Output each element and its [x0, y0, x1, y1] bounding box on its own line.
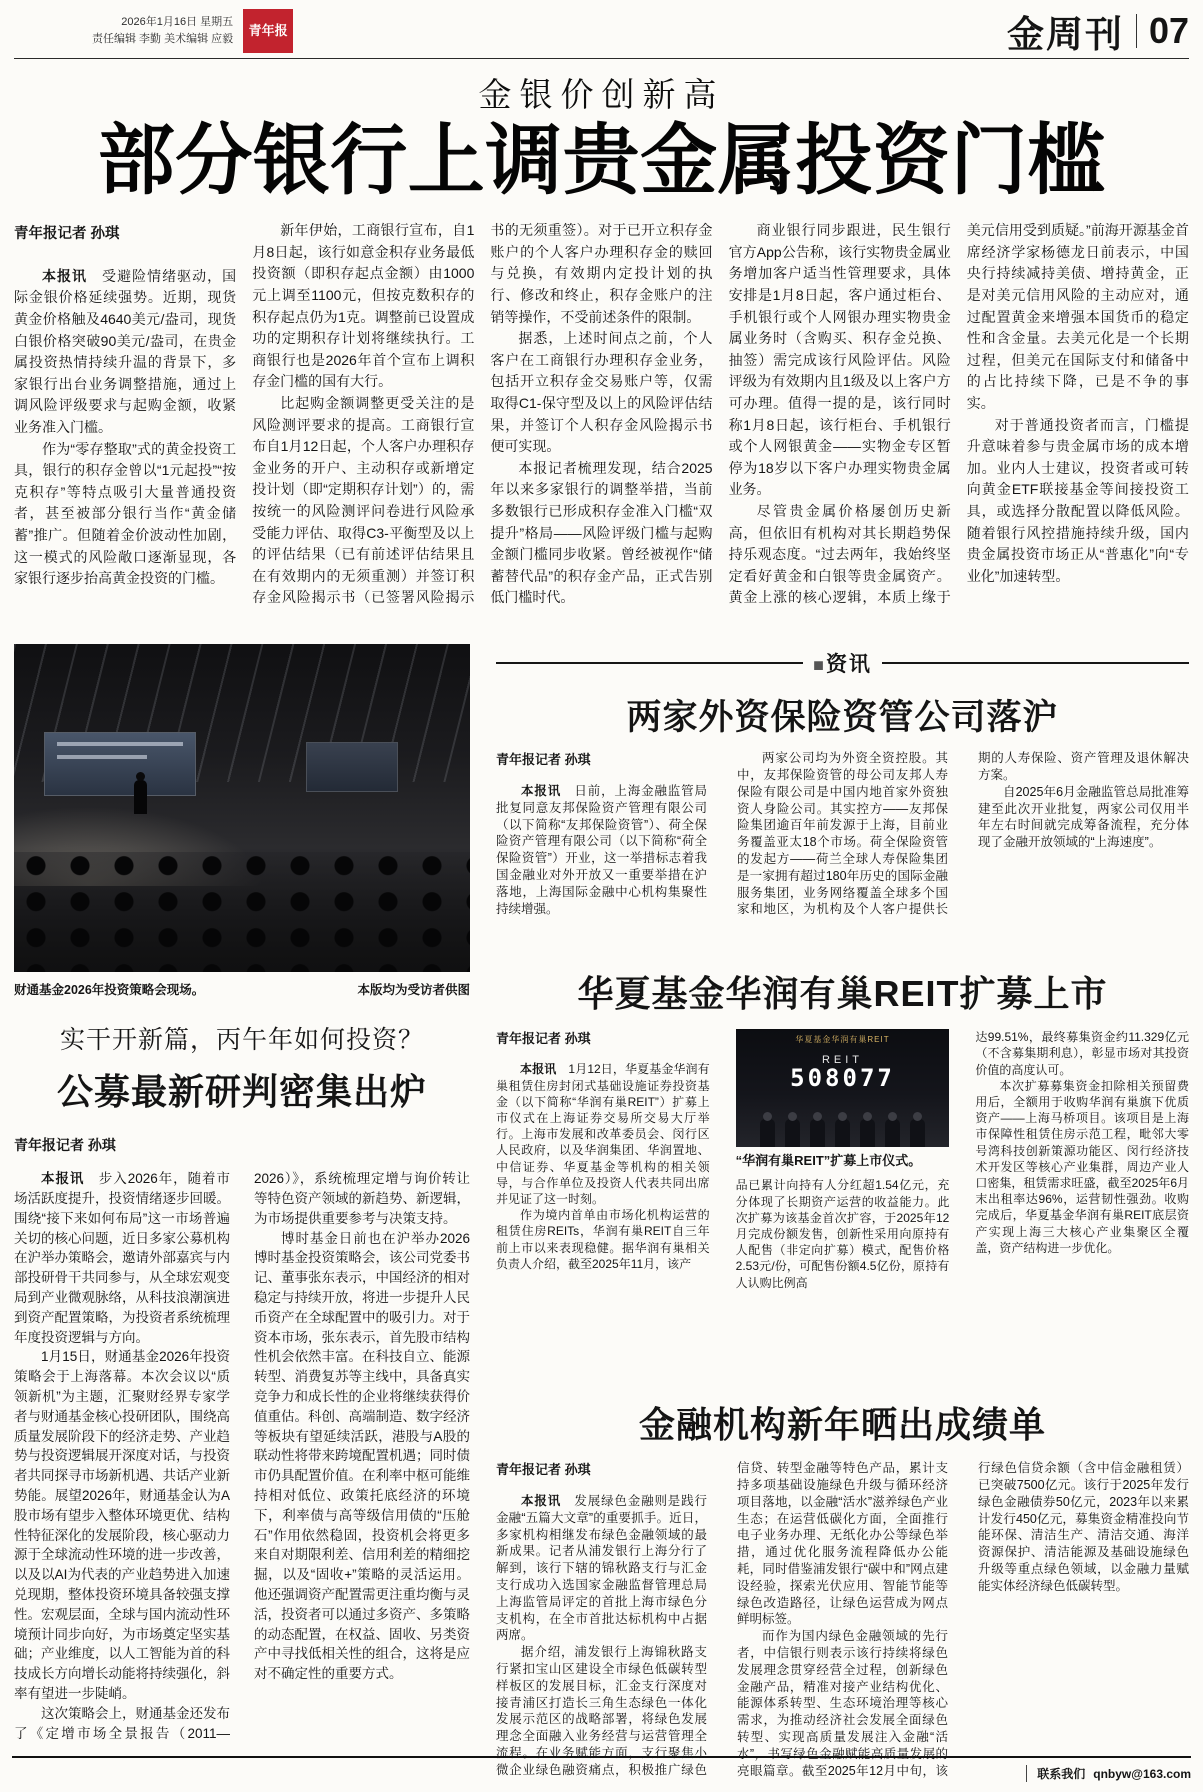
lead-paragraph: 比起购金额调整更受关注的是风险测评要求的提高。工商银行宣布自1月12日起，个人客户办理积存金业务的开户、主动积存或新增定投计划（即“定期积存计划”）的，需按统一的风险测评问卷进行风险承受能力评估、取得C3-平衡型及以上的评估结果（已有前述评估结果且在有效期内的无须重测）并签订积存金风险揭示书（已签署风险揭示书的无须重签）。对于已开立积存金账户的个人客户办理积存金的赎回与兑换，有效期内定投计划的执行、修改和终止，积存金账户的注销等操作，不受前述条件的限制。 [252, 222, 713, 606]
board-fund-code: 508077 [790, 1063, 895, 1092]
lede-label: 本报讯 [42, 267, 88, 284]
lead-paragraph: 尽管贵金属价格屡创历史新高，但依旧有机构对其长期趋势保持乐观态度。“过去两年，我始终坚定看好黄金和白银等贵金属资产。黄金上涨的核心逻辑，本质上缘于美元信用受到质疑。”前海开源基金首席经济学家杨德龙日前表示，中国央行持续减持美债、增持黄金，正是对美元信用风险的主动应对，通过配置黄金来增强本国货币的稳定性和含金量。去美元化是一个长期过程，但美元在国际支付和储备中的占比持续下降，已是不争的事实。 [728, 222, 1189, 606]
chengji-paragraph: 而作为国内绿色金融领域的先行者，中信银行则表示该行持续将绿色发展理念贯穿经营全过程，创新绿色金融产品，精准对接产业结构优化、能源体系转型、生态环境治理等核心需求，为推动经济社会发展全面绿色转型、实现高质量发展注入金融“活水”，书写绿色金融赋能高质量发展的亮眼篇章。截至2025年12月中旬，该行绿色信贷余额（含中信金融租赁）已突破7500亿元。该行于2025年发行绿色金融债券50亿元，2023年以来累计发行450亿元，募集资金精准投向节能环保、清洁生产、清洁交通、海洋资源保护、清洁能源及基础设施绿色升级等重点绿色领域，以金融力量赋能实体经济绿色低碳转型。 [737, 1461, 1189, 1778]
section-name: 金周刊 [1006, 14, 1124, 55]
reit-ceremony-photo [736, 1029, 950, 1147]
luhu-paragraph: 本报讯 日前，上海金融监管局批复同意友邦保险资产管理有限公司（以下简称“友邦保险资管”）、荷全保险资产管理有限公司（以下简称“荷全保险资管”）开业，这一举措标志着我国金融业对外开放又一重要举措在沪落地，上海国际金融中心机构集聚性持续增强。 [496, 784, 707, 916]
audience-silhouettes [14, 852, 470, 972]
editor-line: 责任编辑 李勤 美术编辑 应毅 [92, 33, 234, 45]
lead-kicker: 金银价创新高 [478, 76, 725, 113]
stage-screen-left [44, 732, 196, 796]
lede-label: 本报讯 [521, 1494, 562, 1509]
left-column [14, 644, 470, 1792]
zixun-banner [496, 648, 1189, 678]
lede-label: 本报讯 [520, 1062, 557, 1077]
lead-paragraph: 据悉，上述时间点之前，个人客户在工商银行办理积存金业务，包括开立积存金交易账户等，仅需取得C1-保守型及以上的风险评估结果，并签订个人积存金风险揭示书便可实现。 [490, 330, 713, 455]
lead-paragraph: 新年伊始，工商银行宣布，自1月8日起，该行如意金积存业务最低投资额（即积存起点金额）由1000元上调至1100元，但按克数积存的积存起点仍为1克。调整前已设置成功的定期积存计划将继续执行。工商银行也是2026年首个宣布上调积存金门槛的国有大行。 [252, 222, 475, 390]
lead-paragraph: 商业银行同步跟进，民生银行官方App公告称，该行实物贵金属业务增加客户适当性管理要求，具体安排是1月8日起，客户通过柜台、手机银行或个人网银办理实物贵金属业务时（含购买、积存金兑换、抽签）需完成该行风险评估。风险评级为有效期内且1级及以上客户方可办理。值得一提的是，该行同时称1月8日起，该行柜台、手机银行或个人网银黄金——实物金专区暂停为18岁以下客户办理实物贵金属业务。 [728, 222, 951, 498]
reit-article-body [496, 1029, 1189, 1381]
chengji-article-body [496, 1460, 1189, 1792]
masthead-divider [1136, 14, 1137, 48]
reit-byline: 青年报记者 孙琪 [496, 1031, 591, 1047]
square-icon: ■ [813, 655, 826, 676]
lead-paragraph: 本报记者梳理发现，结合2025年以来多家银行的调整举措，当前多数银行已形成积存金准入门槛“双提升”格局——风险评级门槛与起购金额门槛同步收紧。曾经被视作“储蓄替代品”的积存金产品，正式告别低门槛时代。 [490, 459, 713, 606]
reit-photo-caption: “华润有巢REIT”扩募上市仪式。 [735, 1153, 922, 1169]
chengji-paragraph: 本报讯 发展绿色金融则是践行金融“五篇大文章”的重要抓手。近日，多家机构相继发布绿色金融领域的最新成果。记者从浦发银行上海分行了解到，该行下辖的锦秋路支行与汇金支行成功入选国家金融监督管理总局上海监管局评定的首批上海市绿色分支机构，在全市首批达标机构中占据两席。 [496, 1494, 707, 1643]
date-line: 2026年1月16日 星期五 [121, 15, 234, 28]
board-reit-label: REIT [821, 1054, 864, 1067]
photo-caption-left: 财通基金2026年投资策略会现场。 [14, 983, 205, 998]
lead-article-body [14, 220, 1189, 628]
chengji-paragraph: 据介绍，浦发银行上海锦秋路支行紧扣宝山区建设全市绿色低碳转型样板区的发展目标，汇金支行深度对接青浦区打造长三角生态绿色一体化发展示范区的战略部署，将绿色发展理念全面融入业务经营与运营管理全流程。在业务赋能方面，支行聚焦小微企业绿色融资痛点，积极推广绿色信贷、转型金融等特色产品，累计支持多项基础设施绿色升级与循环经济项目落地，以金融“活水”滋养绿色产业生态；在运营低碳化方面，全面推行电子业务办理、无纸化办公等绿色举措，通过优化服务流程降低办公能耗，同时借鉴浦发银行“碳中和”网点建设经验，探索光伏应用、智能节能等绿色改造路径，让绿色运营成为网点鲜明标签。 [496, 1461, 948, 1777]
right-column [496, 644, 1189, 1792]
board-title: 华夏基金华润有巢REIT [795, 1035, 890, 1045]
lead-headline: 部分银行上调贵金属投资门槛 [97, 118, 1106, 204]
luhu-paragraph: 自2025年6月金融监管总局批准筹建至此次开业批复，两家公司仅用半年左右时间就完成筹备流程，充分体现了金融开放领域的“上海速度”。 [978, 784, 1189, 850]
photo-caption-right: 本版均为受访者供图 [357, 983, 470, 998]
page-header [14, 0, 1189, 59]
lede-label: 本报讯 [521, 784, 562, 799]
reit-col-1 [496, 1029, 710, 1381]
gongmu-article-body [14, 1169, 470, 1761]
contact-email: qnbyw@163.com [1093, 1766, 1191, 1781]
header-left [92, 9, 293, 53]
gongmu-byline: 青年报记者 孙琪 [14, 1137, 116, 1154]
page-number: 07 [1148, 10, 1189, 51]
lead-paragraph: 本报讯 受避险情绪驱动，国际金银价格延续强势。近期，现货黄金价格触及4640美元/盎司，现货白银价格突破90美元/盎司，在贵金属投资热情持续升温的背景下，多家银行出台业务调整措施，通过上调风险评级要求与起购金额，收紧业务准入门槛。 [14, 267, 237, 435]
reit-col-2 [736, 1029, 950, 1381]
reit-paragraph: 品已累计向持有人分红超1.54亿元，充分体现了长期资产运营的收益能力。此次扩募为该基金首次扩容，于2025年12月完成份额发售，创新性采用向原持有人配售（非定向扩募）模式，配售价格2.53元/份，可配售份额4.5亿份，原持有人认购比例高 [735, 1178, 950, 1290]
chengji-headline: 金融机构新年晒出成绩单 [638, 1404, 1046, 1446]
reit-paragraph: 本次扩募募集资金扣除相关预留费用后，全额用于收购华润有巢旗下优质资产——上海马桥项目。该项目是上海市保障性租赁住房示范工程，毗邻大零号湾科技创新策源功能区、闵行经济技术开发区等核心产业集群，周边产业人口密集，租赁需求旺盛，截至2025年6月末出租率达96%，运营韧性强劲。收购完成后，华夏基金华润有巢REIT底层资产实现上海三大核心产业集聚区全覆盖，资产结构进一步优化。 [975, 1078, 1189, 1255]
gongmu-headline: 公募最新研判密集出炉 [56, 1071, 427, 1113]
lede-label: 本报讯 [41, 1171, 85, 1187]
contact-label: 联系我们 [1026, 1765, 1085, 1782]
gongmu-paragraph: 1月15日，财通基金2026年投资策略会于上海落幕。本次会议以“质领新机”为主题，汇聚财经界专家学者与财通基金核心投研团队，围绕高质量发展阶段下的经济走势、产业趋势与投资逻辑展开深度对话，与投资者共同探寻市场新机遇、共话产业新势能。展望2026年，财通基金认为A股市场有望步入整体环境更优、结构性特征深化的发展阶段，核心驱动力源于全球流动性环境的进一步改善，以及以AI为代表的产业趋势进入加速兑现期，整体投资环境具备较强支撑性。宏观层面，全球与国内流动性环境预计同步向好，为市场奠定坚实基础；产业维度，以人工智能为首的科技成长方向增长动能将持续强化，斜率有望进一步陡峭。 [14, 1349, 230, 1701]
gongmu-paragraph: 博时基金日前也在沪举办2026博时基金投资策略会，该公司党委书记、董事张东表示，中国经济的相对稳定与持续开放，将进一步提升人民币资产在全球配置中的吸引力。对于资本市场，张东表示，首先股市结构性机会依然丰富。在科技自立、能源转型、消费复苏等主线中，具备真实竞争力和成长性的企业将继续获得价值重估。科创、高端制造、数字经济等板块有望延续活跃，港股与A股的联动性将带来跨境配置机遇；同时债市仍具配置价值。在利率中枢可能维持相对低位、政策托底经济的环境下，利率债与高等级信用债的“压舱石”作用依然稳固，投资机会将更多来自对期限利差、信用利差的精细挖掘，以及“固收+”策略的灵活运用。他还强调资产配置需更注重均衡与灵活，投资者可以通过多资产、多策略的动态配置，在权益、固收、另类资产中寻找低相关性的组合，这将是应对不确定性的重要方式。 [254, 1230, 470, 1682]
stage-screen-right [306, 742, 398, 792]
chengji-byline: 青年报记者 孙琪 [496, 1462, 591, 1478]
page-footer [12, 1756, 1191, 1782]
conference-photo [14, 644, 470, 972]
luhu-byline: 青年报记者 孙琪 [496, 752, 591, 768]
gongmu-kicker: 实干开新篇，丙午年如何投资？ [59, 1026, 424, 1055]
masthead [1007, 4, 1189, 58]
middle-band [14, 644, 1189, 1792]
reit-paragraph: 本报讯 1月12日，华夏基金华润有巢租赁住房封闭式基础设施证券投资基金（以下简称“华润有巢REIT”）扩募上市仪式在上海证券交易所交易大厅举行。上海市发展和改革委员会、闵行区人民政府，以及华润集团、华润置地、中信证券、华夏基金等机构的相关领导，与合作单位及投资人代表共同出席并见证了这一时刻。 [496, 1062, 710, 1207]
luhu-article-body [496, 750, 1189, 950]
gongmu-paragraph: 本报讯 步入2026年，随着市场活跃度提升，投资情绪逐步回暖。围绕“接下来如何布局”这一市场普遍关切的核心问题，近日多家公募机构在沪举办策略会，邀请外部嘉宾与内部投研骨干共同参与，从全球宏观变局到产业微观脉络，从科技浪潮演进到资产配置策略，为投资者系统梳理年度投资逻辑与方向。 [14, 1171, 230, 1345]
luhu-headline: 两家外资保险资管公司落沪 [626, 698, 1059, 738]
people-silhouettes [736, 1119, 950, 1147]
newspaper-logo: 青年报 [243, 9, 293, 53]
luhu-paragraph: 两家公司均为外资全资控股。其中，友邦保险资管的母公司友邦人寿保险有限公司是中国内地首家外资独资人身险公司。其实控方——友邦保险集团逾百年前发源于上海，目前业务覆盖亚太18个市场。荷全保险资管的发起方——荷兰全球人寿保险集团是一家拥有超过180年历史的国际金融服务集团，业务网络覆盖全球多个国家和地区，为机构及个人客户提供长期的人寿保险、资产管理及退休解决方案。 [737, 751, 1189, 917]
speaker-silhouette [134, 780, 147, 814]
reit-headline: 华夏基金华润有巢REIT扩募上市 [577, 973, 1108, 1015]
reit-paragraph: 作为境内首单由市场化机构运营的租赁住房REITs，华润有巢REIT自三年前上市以来表现稳健。据华润有巢相关负责人介绍，截至2025年11月，该产 [496, 1208, 710, 1271]
reit-col-3 [975, 1029, 1189, 1381]
lead-byline: 青年报记者 孙琪 [14, 226, 120, 243]
photo-caption-row [14, 980, 470, 998]
reit-paragraph: 达99.51%，最终募集资金约11.329亿元（不含募集期利息），彰显市场对其投资价值的高度认可。 [975, 1030, 1189, 1077]
zixun-label: ■资讯 [813, 653, 872, 677]
lead-paragraph: 作为“零存整取”式的黄金投资工具，银行的积存金曾以“1元起投”“按克积存”等特点吸引大量普通投资者，甚至被部分银行当作“黄金储蓄”推广。但随着金价波动性加剧，这一模式的风险敞口逐渐显现，各家银行逐步抬高黄金投资的门槛。 [14, 440, 237, 587]
gongmu-paragraph: 这次策略会上，财通基金还发布了《定增市场全景报告（2011—2026）》，系统梳理定增与询价转让等特色资产领域的新趋势、新逻辑，为市场提供重要参考与决策支持。 [14, 1171, 470, 1741]
banner-rule-left [496, 662, 803, 664]
banner-rule-right [882, 662, 1189, 664]
date-editor-block [92, 14, 233, 48]
lead-paragraph: 对于普通投资者而言，门槛提升意味着参与贵金属市场的成本增加。业内人士建议，投资者或可转向黄金ETF联接基金等间接投资工具，或选择分散配置以降低风险。随着银行风控措施持续升级，国内贵金属投资市场正从“普惠化”向“专业化”加速转型。 [966, 416, 1189, 584]
